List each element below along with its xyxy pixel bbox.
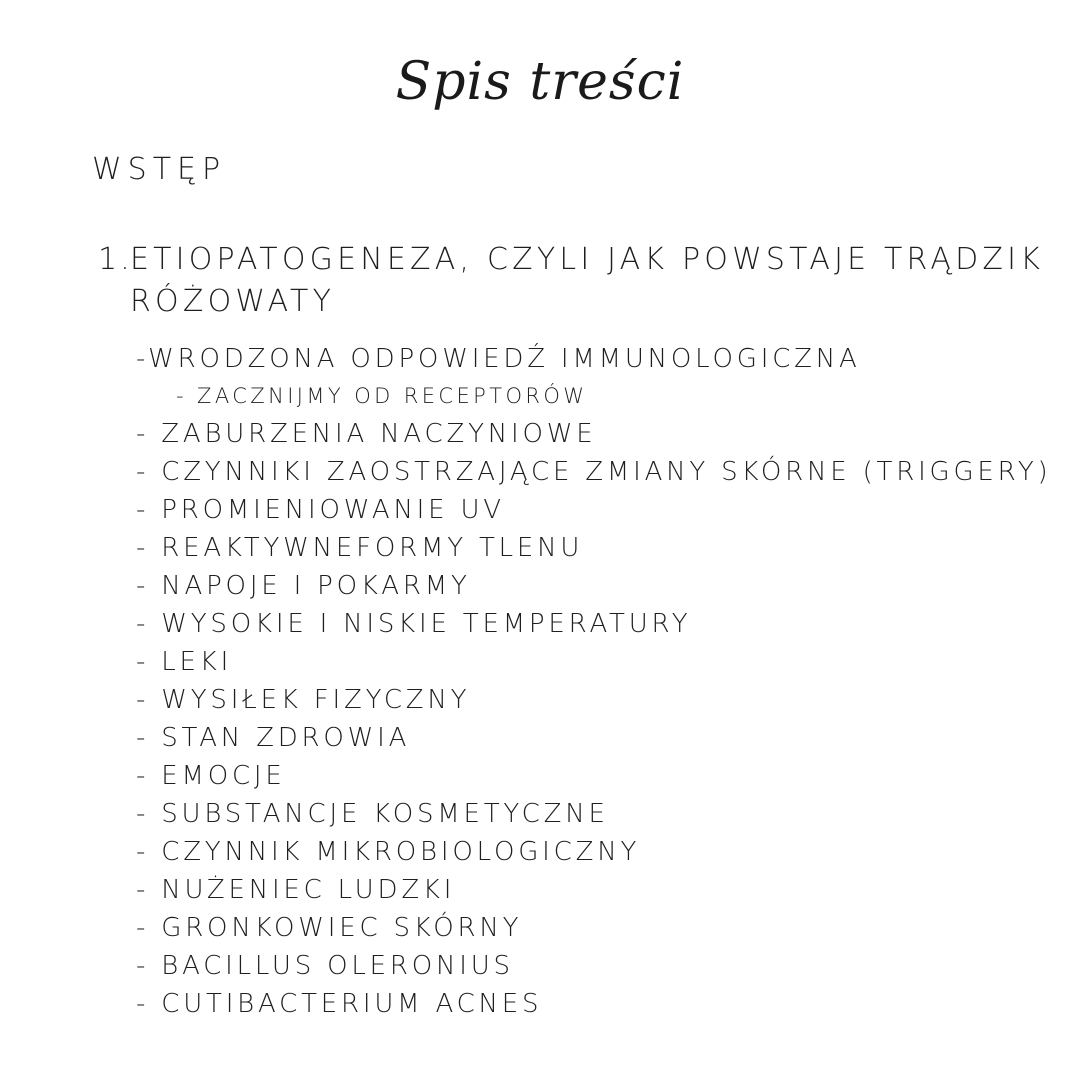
toc-subsection: - REAKTYWNEFORMY TLENU (136, 533, 584, 563)
toc-subsection: - CUTIBACTERIUM ACNES (136, 989, 543, 1019)
toc-subsection: - BACILLUS OLERONIUS (136, 951, 514, 981)
toc-subsection: - WYSIŁEK FIZYCZNY (136, 685, 471, 715)
toc-subsubsection: - ZACZNIJMY OD RECEPTORÓW (176, 384, 588, 408)
chapter-number: 1. (98, 242, 133, 277)
toc-subsection: - CZYNNIKI ZAOSTRZAJĄCE ZMIANY SKÓRNE (TRIGGERY) (136, 457, 1052, 487)
page-title: Spis treści (395, 52, 685, 112)
chapter-title-line-2: RÓŻOWATY (130, 284, 336, 319)
toc-subsection: -WRODZONA ODPOWIEDŹ IMMUNOLOGICZNA (136, 344, 861, 374)
toc-subsection: - NUŻENIEC LUDZKI (136, 875, 456, 905)
toc-subsection: - EMOCJE (136, 761, 286, 791)
toc-intro-entry: WSTĘP (92, 152, 227, 187)
toc-subsection: - PROMIENIOWANIE UV (136, 495, 505, 525)
toc-subsection: - GRONKOWIEC SKÓRNY (136, 913, 523, 943)
toc-subsection: - STAN ZDROWIA (136, 723, 411, 753)
toc-subsection: - ZABURZENIA NACZYNIOWE (136, 419, 597, 449)
toc-subsection: - NAPOJE I POKARMY (136, 571, 471, 601)
toc-subsection: - WYSOKIE I NISKIE TEMPERATURY (136, 609, 692, 639)
toc-subsection: - CZYNNIK MIKROBIOLOGICZNY (136, 837, 641, 867)
toc-subsection: - SUBSTANCJE KOSMETYCZNE (136, 799, 609, 829)
toc-subsection: - LEKI (136, 647, 233, 677)
chapter-title-line-1: ETIOPATOGENEZA, CZYLI JAK POWSTAJE TRĄDZIK (130, 242, 1045, 277)
